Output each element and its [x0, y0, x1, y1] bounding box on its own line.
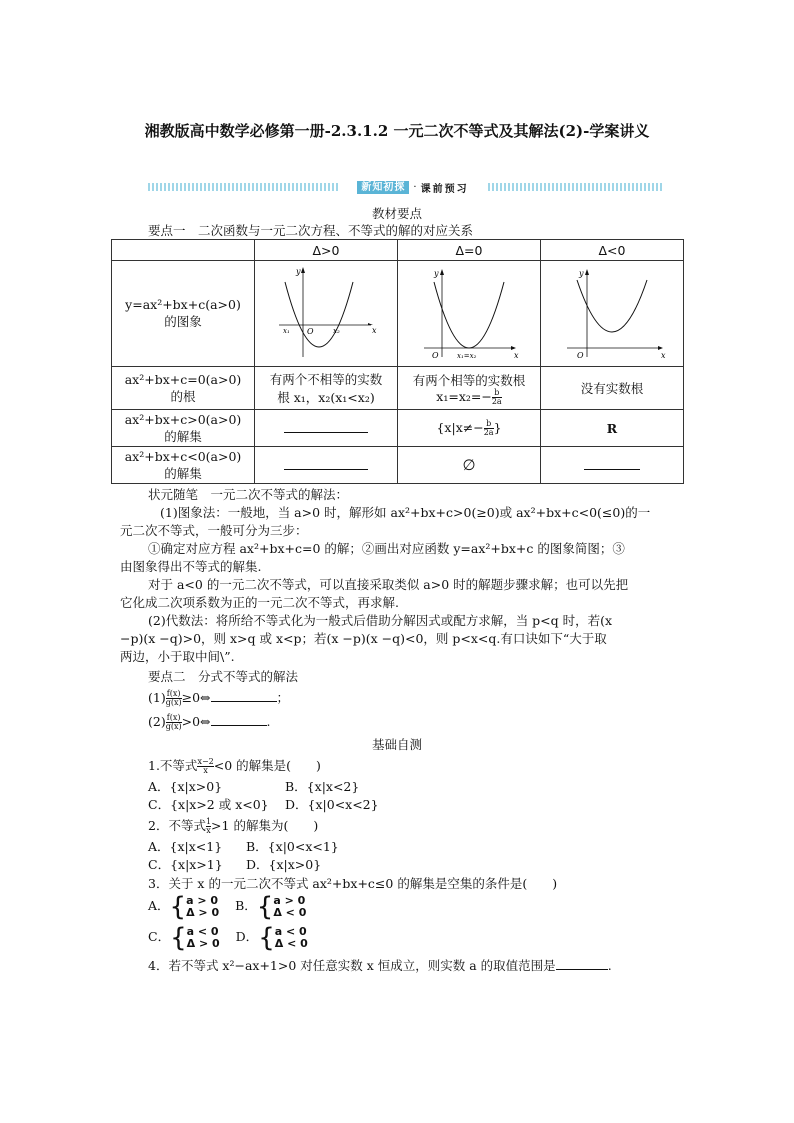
- condition-a: a < 0: [274, 924, 307, 938]
- question-2-option-d: D．{x|x>0}: [246, 857, 322, 872]
- table-row-greater-solution: [112, 410, 684, 447]
- fraction-denominator: x: [203, 766, 208, 775]
- double-root-label: x₁=x₂: [457, 352, 477, 360]
- answer-blank: [211, 713, 267, 726]
- answer-blank: [284, 457, 368, 470]
- parabola-double-root-graph: [414, 262, 524, 362]
- answer-blank: [284, 420, 368, 433]
- question-2: [148, 817, 318, 835]
- greater-delta-negative: R: [541, 410, 684, 447]
- row-label-roots-line2: 的根: [170, 388, 196, 404]
- question-text: 1.不等式: [148, 758, 198, 773]
- option-c-system: { a < 0 Δ > 0: [170, 922, 220, 953]
- parabola-curve: [434, 282, 504, 348]
- question-text: <0 的解集是( ): [213, 758, 321, 773]
- root-x2-label: x₂: [333, 327, 340, 335]
- table-header-row: [112, 240, 684, 261]
- section-banner: [148, 180, 662, 194]
- question-1-option-a: A．{x|x>0}: [148, 779, 223, 794]
- less-delta-positive-blank: [255, 447, 398, 484]
- line-end: ；: [276, 690, 290, 705]
- banner-separator: ·: [413, 181, 417, 193]
- greater-delta-positive-blank: [255, 410, 398, 447]
- option-b-system: { a > 0 Δ < 0: [256, 891, 307, 922]
- question-1-option-d: D．{x|0<x<2}: [285, 797, 379, 812]
- y-label: y: [579, 269, 584, 278]
- section-heading-key-points: 教材要点: [371, 206, 422, 221]
- question-1-option-c: C．{x|x>2 或 x<0}: [148, 797, 269, 812]
- parabola-curve: [285, 282, 353, 347]
- item-number: (1): [148, 690, 166, 705]
- line-end: .: [266, 714, 271, 729]
- condition-delta: Δ < 0: [273, 905, 307, 919]
- header-delta-negative: Δ<0: [541, 240, 684, 261]
- row-label-graph-line2: 的图象: [164, 314, 202, 329]
- fraction-numerator: x−2: [197, 757, 214, 766]
- fraction-denominator: g(x): [165, 722, 182, 731]
- x-axis-arrow: [511, 346, 516, 350]
- condition-a: a > 0: [186, 893, 219, 907]
- parabola-two-roots-graph: [271, 262, 381, 362]
- set-notation-start: {x|x≠−: [436, 419, 484, 435]
- roots-double-formula: x₁=x₂=−: [436, 388, 492, 404]
- option-letter: B．: [235, 898, 257, 913]
- x-label: x: [514, 351, 519, 360]
- notes-line: 由图象得出不等式的解集.: [120, 559, 262, 574]
- answer-blank: [584, 457, 640, 470]
- question-2-option-a: A．{x|x<1}: [148, 839, 223, 854]
- y-axis-arrow: [585, 269, 589, 275]
- condition-delta: Δ > 0: [186, 936, 220, 950]
- roots-delta-positive: [255, 367, 398, 410]
- fraction-denominator: g(x): [165, 698, 182, 707]
- banner-text: 课前预习: [420, 183, 469, 195]
- notes-line: (1)图象法：一般地，当 a>0 时，解形如 ax²+bx+c>0(≥0)或 ax²+bx+c<0(≤0)的一: [160, 505, 651, 520]
- y-axis-arrow: [440, 269, 444, 275]
- inequality-text: >0⇔: [181, 714, 211, 729]
- row-label-greater: [112, 410, 255, 447]
- row-label-roots: [112, 367, 255, 410]
- notes-heading: 状元随笔 一元二次不等式的解法：: [148, 487, 349, 502]
- less-delta-negative-blank: [541, 447, 684, 484]
- question-2-option-c: C．{x|x>1}: [148, 857, 223, 872]
- x-label: x: [372, 326, 377, 335]
- notes-line: 对于 a<0 的一元二次不等式，可以直接采取类似 a>0 时的解题步骤求解；也可以先把: [148, 577, 629, 592]
- condition-delta: Δ < 0: [274, 936, 308, 950]
- notes-line: 它化成二次项系数为正的一元二次不等式，再求解.: [120, 595, 399, 610]
- question-text: 2．不等式: [148, 818, 206, 833]
- root-x1-label: x₁: [283, 327, 290, 335]
- fraction-denominator: x: [206, 826, 211, 835]
- header-delta-positive: Δ>0: [255, 240, 398, 261]
- page-title: 湘教版高中数学必修第一册-2.3.1.2 一元二次不等式及其解法(2)-学案讲义: [144, 122, 650, 140]
- fraction-f-over-g: [166, 714, 182, 731]
- question-text: >1 的解集为( ): [211, 818, 319, 833]
- condition-delta: Δ > 0: [186, 905, 220, 919]
- fraction-numerator: f(x): [166, 713, 181, 722]
- row-label-less: [112, 447, 255, 484]
- fraction-inequality-2: [148, 713, 270, 731]
- table-corner-cell: [112, 240, 255, 261]
- roots-delta-zero: [398, 367, 541, 410]
- less-delta-zero: ∅: [398, 447, 541, 484]
- graph-delta-negative: [541, 261, 684, 367]
- table-row-roots: [112, 367, 684, 410]
- question-1: [148, 757, 321, 775]
- header-delta-zero: Δ=0: [398, 240, 541, 261]
- option-a-system: { a > 0 Δ > 0: [169, 891, 220, 922]
- roots-double-line2: [400, 389, 538, 406]
- set-notation-end: }: [493, 419, 502, 435]
- row-label-graph-line1: y=ax²+bx+c(a>0): [125, 297, 241, 312]
- question-1-option-b: B．{x|x<2}: [285, 779, 360, 794]
- question-3-options-ab: [148, 893, 306, 920]
- notes-line: ①确定对应方程 ax²+bx+c=0 的解；②画出对应函数 y=ax²+bx+c 的图象简图；③: [148, 541, 625, 556]
- notes-line: (2)代数法：将所给不等式化为一般式后借助分解因式或配方求解，当 p<q 时，若(x: [148, 613, 613, 628]
- fraction-numerator: f(x): [166, 689, 181, 698]
- fraction: [197, 758, 213, 775]
- condition-a: a > 0: [273, 893, 306, 907]
- answer-blank: [556, 957, 608, 970]
- inequality-text: ≥0⇔: [181, 690, 211, 705]
- graph-delta-zero: [398, 261, 541, 367]
- question-2-option-b: B．{x|0<x<1}: [246, 839, 339, 854]
- fraction-numerator: b: [492, 389, 502, 398]
- condition-a: a < 0: [186, 924, 219, 938]
- notes-line: 两边，小于取中间\”.: [120, 649, 235, 664]
- graph-delta-positive: [255, 261, 398, 367]
- x-axis-arrow: [658, 346, 663, 350]
- fraction-numerator: b: [484, 420, 494, 429]
- fraction-numerator: 1: [205, 817, 212, 826]
- row-label-less-line2: 的解集: [164, 465, 202, 481]
- y-label: y: [434, 269, 439, 278]
- fraction-b-over-2a: [484, 420, 494, 437]
- answer-blank: [211, 689, 277, 702]
- fraction-b-over-2a: [492, 389, 502, 406]
- question-3: 3．关于 x 的一元二次不等式 ax²+bx+c≤0 的解集是空集的条件是( ): [148, 876, 558, 891]
- origin-label: O: [307, 327, 314, 336]
- option-letter: C．: [148, 929, 171, 944]
- roots-two-line1: 有两个不相等的实数: [269, 372, 383, 387]
- section-heading-self-test: 基础自测: [371, 737, 422, 752]
- roots-delta-negative: 没有实数根: [541, 367, 684, 410]
- banner-label: [338, 180, 488, 194]
- x-label: x: [661, 351, 666, 360]
- notes-line: −p)(x −q)>0，则 x>q 或 x<p；若(x −p)(x −q)<0，则 p<x<q.有口诀如下“大于取: [120, 631, 607, 646]
- table-row-graph: [112, 261, 684, 367]
- notes-line: 元二次不等式，一般可分为三步：: [120, 523, 308, 538]
- origin-label: O: [577, 351, 584, 360]
- row-label-greater-line1: ax²+bx+c>0(a>0): [124, 411, 242, 427]
- item-number: (2): [148, 714, 166, 729]
- option-d-system: { a < 0 Δ < 0: [258, 922, 308, 953]
- greater-delta-zero: [398, 410, 541, 447]
- x-axis-arrow: [368, 323, 373, 325]
- option-letter: D．: [235, 929, 259, 944]
- question-3-options-cd: [148, 924, 308, 951]
- parabola-curve: [577, 280, 647, 332]
- row-label-graph: [112, 261, 255, 367]
- parabola-no-root-graph: [557, 262, 667, 362]
- table-row-less-solution: [112, 447, 684, 484]
- y-label: y: [296, 267, 301, 276]
- roots-two-line2: 根 x₁，x₂(x₁<x₂): [277, 390, 375, 405]
- point-one-heading: 要点一 二次函数与一元二次方程、不等式的解的对应关系: [148, 223, 474, 238]
- fraction-f-over-g: [166, 690, 182, 707]
- option-letter: A．: [148, 898, 170, 913]
- question-4: [148, 957, 612, 975]
- origin-label: O: [432, 351, 439, 360]
- row-label-greater-line2: 的解集: [164, 428, 202, 444]
- fraction-inequality-1: [148, 689, 289, 707]
- fraction-denominator: 2a: [491, 396, 502, 406]
- row-label-less-line1: ax²+bx+c<0(a>0): [124, 448, 242, 464]
- quadratic-relation-table: [111, 239, 684, 484]
- roots-double-line1: 有两个相等的实数根: [412, 372, 526, 388]
- point-two-heading: 要点二 分式不等式的解法: [148, 669, 299, 684]
- row-label-roots-line1: ax²+bx+c=0(a>0): [124, 371, 242, 387]
- fraction-denominator: 2a: [483, 427, 494, 437]
- y-axis-arrow: [301, 267, 305, 273]
- line-end: .: [607, 958, 612, 973]
- banner-tag: 新知初探: [357, 181, 409, 194]
- question-text: 4．若不等式 x²−ax+1>0 对任意实数 x 恒成立，则实数 a 的取值范围是: [148, 958, 556, 973]
